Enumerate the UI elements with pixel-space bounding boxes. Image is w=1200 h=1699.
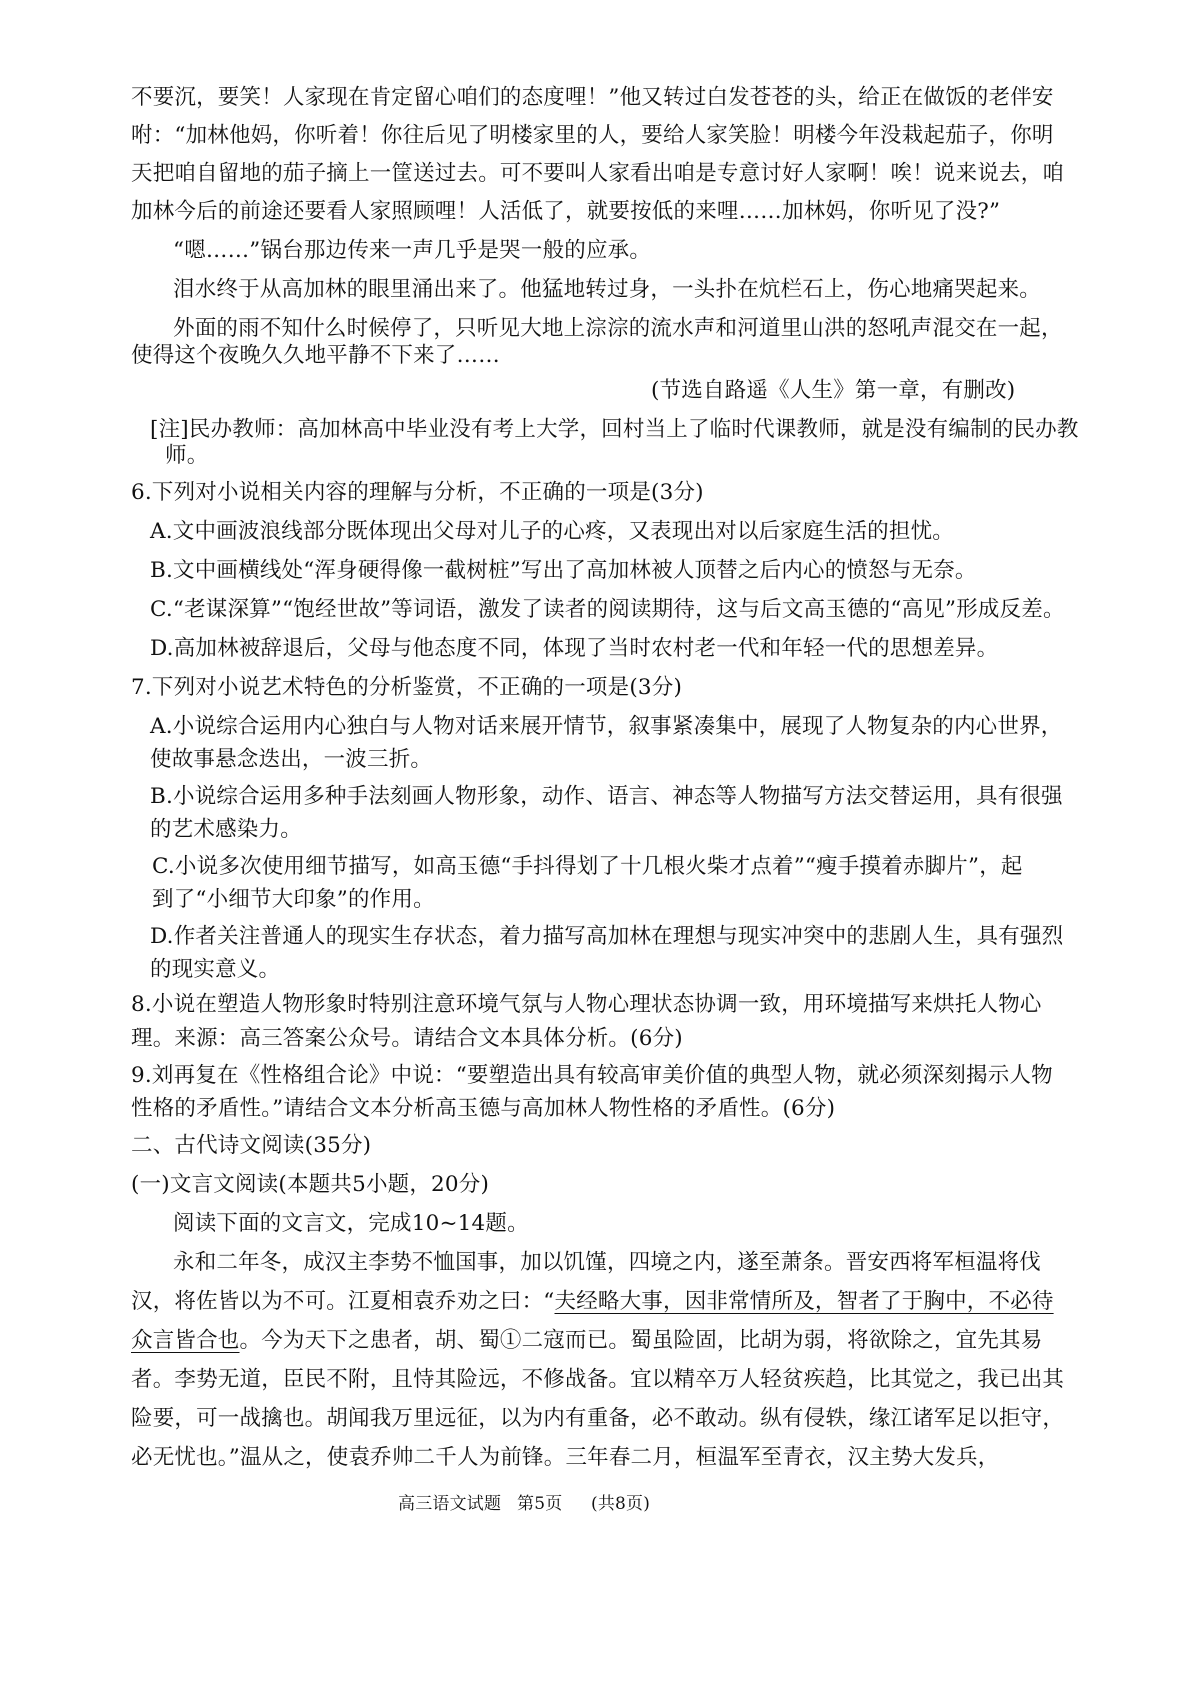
- footer-title: 高三语文试题: [398, 1494, 502, 1514]
- story-p2: “嗯……”锅台那边传来一声几乎是哭一般的应承。: [173, 238, 652, 263]
- q7-option-b-line: 的艺术感染力。: [150, 817, 302, 842]
- classical-line: 者。李势无道，臣民不附，且恃其险远，不修战备。宜以精卒万人轻贫疾趋，比其觉之，我已出其: [131, 1367, 1065, 1392]
- q7-option-d-line: D.作者关注普通人的现实生存状态，着力描写高加林在理想与现实冲突中的悲剧人生，具有强烈: [150, 924, 1064, 949]
- q6-option-c: C.“老谋深算”“饱经世故”等词语，激发了读者的阅读期待，这与后文高玉德的“高见”形成反差。: [150, 597, 1065, 622]
- underlined-sentence: 夫经略大事，因非常情所及，智者了于胸中，不必待: [554, 1289, 1054, 1314]
- classical-line: 险要，可一战擒也。胡闻我万里远征，以为内有重备，必不敢动。纵有侵轶，缘江诸军足以拒守，: [131, 1406, 1065, 1431]
- classical-line: 必无忧也。”温从之，使袁乔帅二千人为前锋。三年春二月，桓温军至青衣，汉主势大发兵，: [131, 1445, 1000, 1470]
- story-p1-line: 天把咱自留地的茄子摘上一筐送过去。可不要叫人家看出咱是专意讨好人家啊！唉！说来说去，咱: [131, 161, 1065, 186]
- section-title: 二、古代诗文阅读(35分): [131, 1133, 372, 1158]
- story-p4-line: 外面的雨不知什么时候停了，只听见大地上淙淙的流水声和河道里山洪的怒吼声混交在一起，: [173, 316, 1063, 341]
- classical-text: 。今为天下之患者，胡、蜀①二寇而已。蜀虽险固，比胡为弱，将欲除之，宜先其易: [239, 1328, 1043, 1353]
- classical-text: 汉，将佐皆以为不可。江夏相袁乔劝之曰：“: [131, 1289, 555, 1314]
- q7-option-d-line: 的现实意义。: [150, 957, 281, 982]
- story-p1-line: 不要沉，要笑！人家现在肯定留心咱们的态度哩！”他又转过白发苍苍的头，给正在做饭的老伴安: [131, 85, 1054, 110]
- classical-line: [131, 1287, 1054, 1317]
- q7-option-a-line: 使故事悬念迭出，一波三折。: [150, 747, 433, 772]
- reading-instruction: 阅读下面的文言文，完成10~14题。: [173, 1211, 529, 1236]
- q9-line: 9.刘再复在《性格组合论》中说：“要塑造出具有较高审美价值的典型人物，就必须深刻揭示人物: [131, 1063, 1053, 1088]
- q7-option-b-line: B.小说综合运用多种手法刻画人物形象，动作、语言、神态等人物描写方法交替运用，具有很强: [150, 784, 1063, 809]
- story-source: (节选自路遥《人生》第一章，有删改): [651, 378, 1016, 403]
- story-p4-line: 使得这个夜晚久久地平静不下来了……: [131, 343, 500, 368]
- q6-option-d: D.高加林被辞退后，父母与他态度不同，体现了当时农村老一代和年轻一代的思想差异。: [150, 636, 999, 661]
- q8-line: 理。来源：高三答案公众号。请结合文本具体分析。(6分): [131, 1026, 683, 1051]
- story-note-line: 师。: [165, 443, 209, 468]
- story-p1-line: 咐：“加林他妈，你听着！你往后见了明楼家里的人，要给人家笑脸！明楼今年没栽起茄子，你明: [131, 123, 1054, 148]
- q6-option-b: B.文中画横线处“浑身硬得像一截树桩”写出了高加林被人顶替之后内心的愤怒与无奈。: [150, 558, 977, 583]
- story-note-line: [注]民办教师：高加林高中毕业没有考上大学，回村当上了临时代课教师，就是没有编制的民办教: [150, 417, 1079, 442]
- q8-line: 8.小说在塑造人物形象时特别注意环境气氛与人物心理状态协调一致，用环境描写来烘托人物心: [131, 992, 1042, 1017]
- q6-stem: 6.下列对小说相关内容的理解与分析，不正确的一项是(3分): [131, 480, 704, 505]
- q7-stem: 7.下列对小说艺术特色的分析鉴赏，不正确的一项是(3分): [131, 675, 683, 700]
- classical-line: [131, 1326, 1042, 1356]
- underlined-sentence: 众言皆合也: [131, 1328, 240, 1353]
- q7-option-c-line: C.小说多次使用细节描写，如高玉德“手抖得划了十几根火柴才点着”“瘦手摸着赤脚片”，起: [152, 854, 1023, 879]
- footer-total-pages: (共8页): [591, 1494, 651, 1514]
- q6-option-a: A.文中画波浪线部分既体现出父母对儿子的心疼，又表现出对以后家庭生活的担忧。: [150, 519, 954, 544]
- story-p3: 泪水终于从高加林的眼里涌出来了。他猛地转过身，一头扑在炕栏石上，伤心地痛哭起来。: [173, 277, 1042, 302]
- footer-page-number: 第5页: [517, 1494, 563, 1514]
- story-p1-line: 加林今后的前途还要看人家照顾哩！人活低了，就要按低的来哩……加林妈，你听见了没?”: [131, 199, 1001, 224]
- classical-line: 永和二年冬，成汉主李势不恤国事，加以饥馑，四境之内，遂至萧条。晋安西将军桓温将伐: [173, 1250, 1042, 1275]
- q9-line: 性格的矛盾性。”请结合文本分析高玉德与高加林人物性格的矛盾性。(6分): [131, 1096, 836, 1121]
- q7-option-a-line: A.小说综合运用内心独白与人物对话来展开情节，叙事紧凑集中，展现了人物复杂的内心世界，: [150, 714, 1063, 739]
- q7-option-c-line: 到了“小细节大印象”的作用。: [152, 887, 435, 912]
- subsection-title: (一)文言文阅读(本题共5小题，20分): [131, 1172, 490, 1197]
